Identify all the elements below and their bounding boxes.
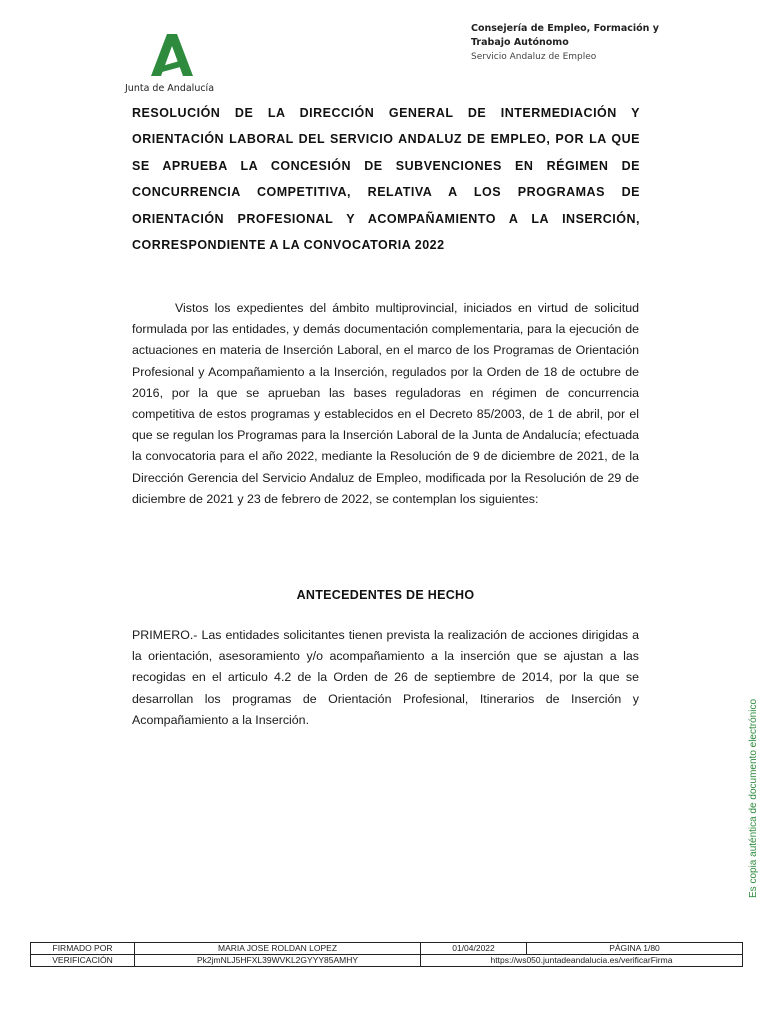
page-number: PÁGINA 1/80 (527, 943, 743, 955)
verification-label: VERIFICACIÓN (31, 955, 135, 967)
junta-logo-mark-icon (147, 32, 197, 78)
section-heading: ANTECEDENTES DE HECHO (296, 588, 475, 602)
signature-row (31, 943, 743, 955)
verification-row (31, 955, 743, 967)
verification-url-link[interactable]: https://ws050.juntadeandalucia.es/verificarFirma (421, 955, 743, 967)
verification-code: Pk2jmNLJ5HFXL39WVKL2GYYY85AMHY (135, 955, 421, 967)
authentic-copy-note: Es copia auténtica de documento electrónico (748, 698, 759, 898)
signer-name: MARIA JOSE ROLDAN LOPEZ (135, 943, 421, 955)
department-header (471, 22, 731, 64)
department-name-line1: Consejería de Empleo, Formación y (471, 23, 659, 34)
service-name: Servicio Andaluz de Empleo (471, 52, 597, 62)
department-name-line2: Trabajo Autónomo (471, 37, 569, 48)
signature-footer (30, 942, 742, 967)
signature-date: 01/04/2022 (421, 943, 527, 955)
primero-paragraph: PRIMERO.- Las entidades solicitantes tienen prevista la realización de acciones dirigidas a la orientación, asesoramiento y/o acompañamiento a la inserción que se ajustan a las recogidas en el articulo 4.2 de la Orden de 26 de septiembre de 2014, por la que se desarrollan los programas de Orientación Profesional, Itinerarios de Inserción y Acompañamiento a la Inserción. (132, 628, 639, 727)
signed-by-label: FIRMADO POR (31, 943, 135, 955)
logo-text: Junta de Andalucía (125, 83, 215, 94)
resolution-title: RESOLUCIÓN DE LA DIRECCIÓN GENERAL DE INTERMEDIACIÓN Y ORIENTACIÓN LABORAL DEL SERVICIO ANDALUZ DE EMPLEO, POR LA QUE SE APRUEBA LA CONCESIÓN DE SUBVENCIONES EN RÉGIMEN DE CONCURRENCIA COMPETITIVA, RELATIVA A LOS PROGRAMAS DE ORIENTACIÓN PROFESIONAL Y ACOMPAÑAMIENTO A LA INSERCIÓN, CORRESPONDIENTE A LA CONVOCATORIA 2022 (132, 106, 640, 253)
verification-table (30, 954, 743, 967)
intro-paragraph: Vistos los expedientes del ámbito multiprovincial, iniciados en virtud de solicitud formulada por las entidades, y demás documentación complementaria, para la ejecución de actuaciones en materia de Inserción Laboral, en el marco de los Programas de Orientación Profesional y Acompañamiento a la Inserción, regulados por la Orden de 18 de octubre de 2016, por la que se aprueban las bases reguladoras en régimen de concurrencia competitiva de estos programas y establecidos en el Decreto 85/2003, de 1 de abril, por el que se regulan los Programas para la Inserción Laboral de la Junta de Andalucía; efectuada la convocatoria para el año 2022, mediante la Resolución de 9 de diciembre de 2021, de la Dirección Gerencia del Servicio Andaluz de Empleo, modificada por la Resolución de 29 de diciembre de 2021 y 23 de febrero de 2022, se contemplan los siguientes: (132, 301, 639, 506)
junta-logo (120, 32, 224, 98)
